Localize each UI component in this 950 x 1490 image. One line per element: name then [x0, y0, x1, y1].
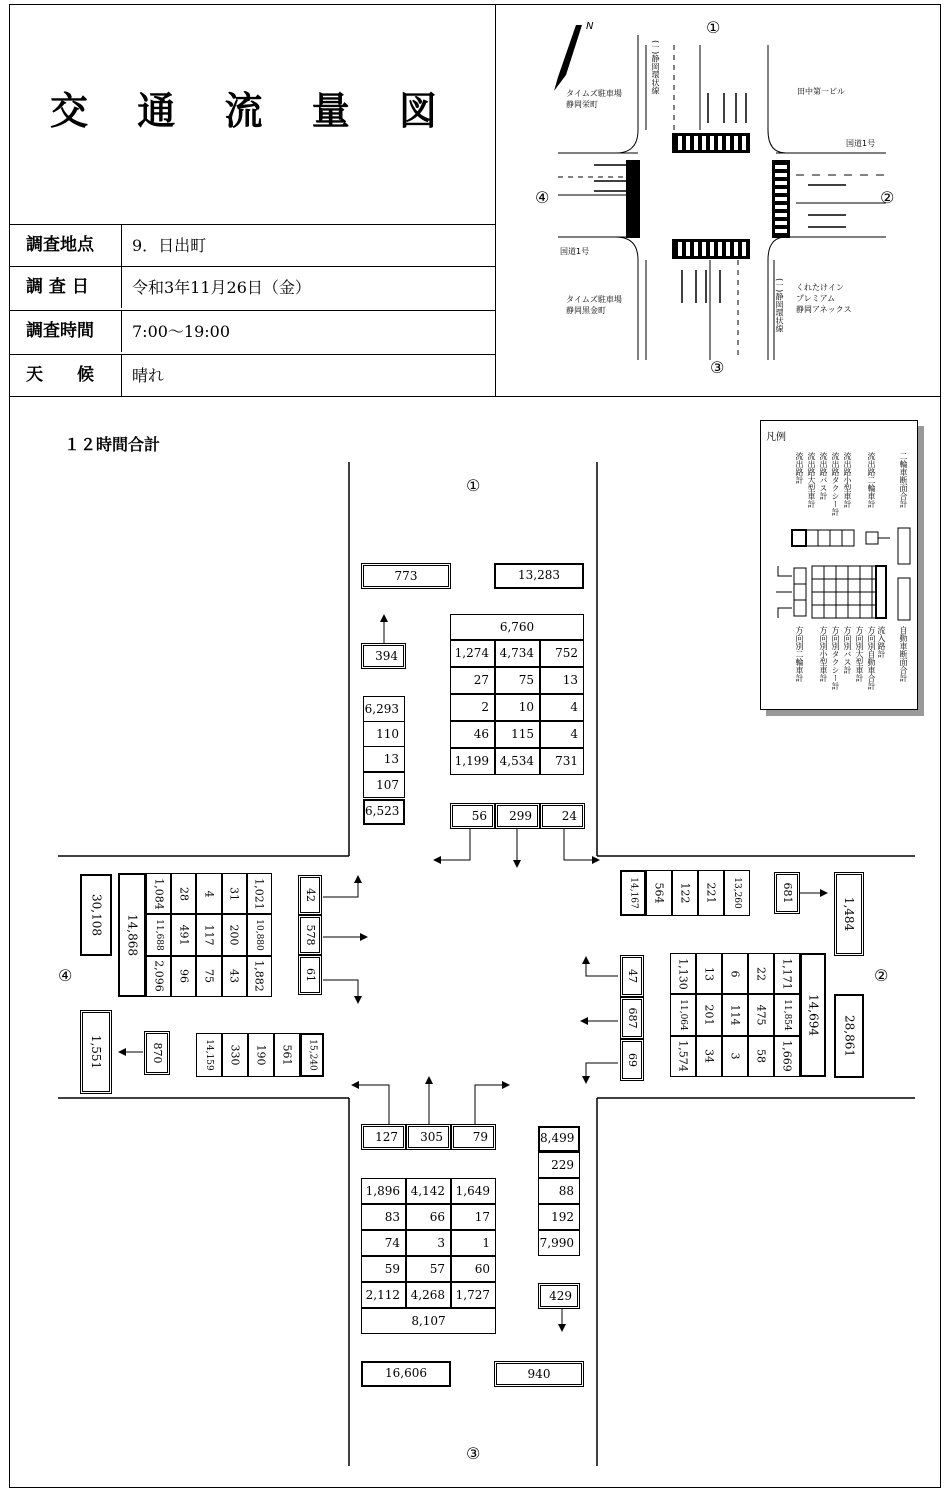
west-grid-cell [247, 956, 272, 997]
west-grid-cell-text: 43 [227, 969, 241, 984]
west-car-section [80, 874, 112, 956]
west-grid-cell-text: 31 [227, 886, 241, 901]
north-moto-out: 394 [361, 643, 406, 669]
west-grid-cell [171, 914, 196, 955]
legend-bottom-label: 方向別小型車計 [819, 626, 828, 682]
weather-value: 晴れ [132, 366, 165, 385]
direction-label-3: ③ [466, 1444, 481, 1463]
west-out-total-text: 15,240 [307, 1039, 318, 1071]
south-moto-out: 429 [538, 1283, 580, 1309]
east-grid-cell-text: 58 [754, 1049, 768, 1064]
east-grid-cell [722, 1036, 748, 1077]
south-inflow-total: 8,107 [361, 1308, 496, 1334]
page-title: 交 通 流 量 図 [50, 89, 455, 133]
west-grid-cell [222, 956, 247, 997]
west-car-section-text: 30,108 [89, 894, 104, 936]
south-grid-cell: 1,896 [361, 1178, 406, 1204]
info-row-location [10, 224, 495, 266]
location-map [496, 5, 940, 395]
south-grid [361, 1178, 496, 1308]
north-car-section: 13,283 [494, 563, 584, 589]
east-grid-cell-text: 1,171 [780, 957, 794, 990]
north-n-label: N [586, 21, 594, 32]
east-grid-cell [774, 994, 800, 1035]
south-grid-cell: 2,112 [361, 1282, 406, 1308]
west-grid-cell [196, 873, 221, 914]
west-inflow-total [118, 873, 146, 997]
south-grid-cell: 60 [451, 1256, 496, 1282]
east-out-cell-text: 564 [652, 882, 666, 904]
east-grid-cell [748, 994, 774, 1035]
south-grid-cell: 66 [406, 1204, 451, 1230]
time-label: 調査時間 [10, 311, 122, 352]
north-grid-cell: 27 [450, 667, 495, 694]
east-out-cell [672, 870, 698, 916]
east-out-total [620, 870, 646, 916]
west-grid-cell-text: 1,882 [252, 960, 266, 992]
info-row-weather [10, 354, 495, 396]
legend-top-label: 流出路バス計 [819, 452, 828, 500]
west-grid-cell-text: 75 [202, 969, 216, 984]
west-grid-cell-text: 10,880 [254, 919, 265, 951]
east-grid-cell-text: 11,854 [782, 999, 792, 1031]
east-moto-dir-text: 69 [626, 1053, 639, 1067]
map-route-left: 国道1号 [560, 247, 590, 256]
west-grid-cell [247, 873, 272, 914]
west-grid [146, 873, 272, 997]
west-out-total [300, 1033, 324, 1077]
north-out-total: 6,523 [363, 799, 405, 825]
west-out-cell [222, 1033, 248, 1077]
info-row-date [10, 266, 495, 308]
north-moto-section: 773 [361, 563, 451, 589]
east-moto-section-text: 1,484 [842, 896, 856, 932]
north-inflow-total: 6,760 [450, 614, 584, 640]
north-moto-dir-straight: 299 [495, 803, 540, 829]
legend-bottom-label: 自動車断面合計 [899, 626, 908, 682]
north-out-cell: 6,293 [363, 696, 405, 722]
north-out-cell: 110 [363, 721, 405, 747]
north-grid-cell: 46 [450, 721, 495, 748]
east-inflow-total [800, 953, 826, 1077]
west-grid-cell-text: 4 [202, 890, 216, 898]
south-grid-cell: 4,142 [406, 1178, 451, 1204]
legend-top-label: 流出路小型車計 [843, 452, 852, 508]
west-out-cell [248, 1033, 274, 1077]
east-grid-cell-text: 1,669 [780, 1040, 794, 1072]
south-grid-cell: 17 [451, 1204, 496, 1230]
north-grid-cell: 4 [540, 721, 584, 748]
west-grid-cell-text: 96 [177, 969, 191, 984]
north-grid-cell: 1,274 [450, 640, 495, 667]
east-grid-cell [722, 994, 748, 1035]
south-grid-cell: 59 [361, 1256, 406, 1282]
west-grid-cell-text: 2,096 [152, 960, 166, 992]
south-grid-cell: 1 [451, 1230, 496, 1256]
legend-diagram [760, 420, 918, 710]
west-grid-cell [146, 873, 171, 914]
time-value: 7:00～19:00 [132, 322, 231, 341]
legend-top-label: 流出路大型車計 [807, 452, 816, 508]
legend-bottom-label: 方向別タクシー計 [831, 626, 840, 690]
east-moto-out-text: 681 [781, 882, 794, 904]
north-grid-cell: 75 [495, 667, 540, 694]
west-out-cell-text: 330 [228, 1044, 242, 1066]
east-car-section [834, 994, 864, 1078]
east-out-cell-text: 221 [704, 882, 718, 904]
south-moto-section: 940 [494, 1361, 584, 1387]
west-moto-dir-left [298, 875, 322, 915]
east-grid-cell [722, 953, 748, 994]
west-moto-out [144, 1031, 170, 1075]
east-grid-cell-text: 11,064 [678, 999, 688, 1031]
east-moto-dir-right [620, 955, 644, 997]
south-out-cell: 192 [538, 1204, 580, 1230]
legend-bottom-label: 方向別バス計 [843, 626, 852, 674]
east-grid [670, 953, 800, 1077]
east-out-cell [698, 870, 724, 916]
west-grid-cell [222, 914, 247, 955]
north-out-cell: 107 [363, 772, 405, 798]
south-grid-cell: 3 [406, 1230, 451, 1256]
map-landmark-br: くれたけイン プレミアム 静岡アネックス [796, 283, 852, 314]
east-out-cell-text: 122 [678, 882, 692, 904]
north-grid-cell: 10 [495, 694, 540, 721]
map-road-ring-bottom: (一)静岡環状線 [775, 278, 784, 333]
legend-top-label: 流出路二輪車計 [867, 452, 876, 508]
south-moto-dir-left: 127 [361, 1124, 406, 1150]
section-title: １２時間合計 [64, 435, 161, 454]
west-moto-dir-text: 578 [304, 924, 317, 946]
east-grid-cell-text: 34 [702, 1049, 716, 1064]
west-moto-section [80, 1010, 112, 1094]
south-out-total: 8,499 [538, 1126, 580, 1152]
east-grid-cell-text: 1,130 [676, 957, 690, 990]
north-grid-cell: 1,199 [450, 748, 495, 775]
west-grid-cell [247, 914, 272, 955]
map-road-ring-top: (一)静岡環状線 [651, 40, 660, 95]
east-grid-cell [696, 1036, 722, 1077]
south-out-cell: 229 [538, 1152, 580, 1178]
west-grid-cell-text: 28 [177, 886, 191, 901]
date-value: 令和3年11月26日（金） [132, 278, 311, 297]
east-grid-cell [696, 953, 722, 994]
map-label-2: ② [880, 188, 895, 207]
west-out-cell-text: 14,159 [204, 1039, 214, 1071]
west-grid-cell [171, 873, 196, 914]
east-grid-cell-text: 6 [728, 970, 742, 978]
south-grid-cell: 74 [361, 1230, 406, 1256]
south-grid-cell: 57 [406, 1256, 451, 1282]
east-grid-cell-text: 1,574 [676, 1040, 690, 1072]
east-grid-cell-text: 114 [728, 1004, 742, 1026]
west-moto-dir-right [298, 955, 322, 995]
east-grid-cell-text: 13 [702, 966, 716, 981]
legend-bottom-label: 方向別二輪車計 [795, 626, 804, 682]
east-moto-dir-text: 47 [626, 969, 639, 983]
west-grid-cell [222, 873, 247, 914]
north-grid-cell: 13 [540, 667, 584, 694]
south-grid-cell: 1,727 [451, 1282, 496, 1308]
legend-bottom-label: 方向別大型車計 [855, 626, 864, 682]
map-landmark-bl: タイムズ駐車場 静岡黒金町 [566, 295, 622, 315]
east-moto-section [834, 872, 864, 956]
south-out-cell: 88 [538, 1178, 580, 1204]
east-grid-cell [774, 1036, 800, 1077]
west-grid-cell [196, 956, 221, 997]
north-grid-cell: 4 [540, 694, 584, 721]
east-out-cell [646, 870, 672, 916]
location-label: 調査地点 [10, 225, 122, 266]
east-grid-cell-text: 3 [728, 1052, 742, 1060]
date-label: 調 査 日 [10, 267, 122, 308]
north-grid-cell: 752 [540, 640, 584, 667]
west-grid-cell-text: 117 [202, 924, 216, 946]
west-grid-cell [196, 914, 221, 955]
north-grid-cell: 4,534 [495, 748, 540, 775]
west-grid-cell-text: 1,084 [152, 877, 166, 910]
north-grid-cell: 2 [450, 694, 495, 721]
east-moto-dir-left [620, 1039, 644, 1081]
north-moto-dir-left: 56 [450, 803, 495, 829]
east-car-section-text: 28,861 [842, 1015, 857, 1057]
map-route-right: 国道1号 [846, 139, 876, 148]
north-grid-cell: 731 [540, 748, 584, 775]
east-grid-cell-text: 201 [702, 1004, 716, 1026]
header-divider-h [9, 396, 941, 397]
west-out-cell [196, 1033, 222, 1077]
west-out-cell-text: 561 [280, 1044, 294, 1066]
south-grid-cell: 4,268 [406, 1282, 451, 1308]
legend-bottom-label: 方向別自動車合計 [867, 626, 876, 690]
west-moto-section-text: 1,551 [89, 1034, 103, 1070]
west-grid-cell-text: 1,021 [252, 877, 266, 910]
west-inflow-total-text: 14,868 [125, 914, 140, 956]
west-moto-dir-straight [298, 915, 322, 955]
west-out-cell [274, 1033, 300, 1077]
west-grid-cell [171, 956, 196, 997]
east-moto-dir-straight [620, 997, 644, 1039]
map-label-4: ④ [535, 188, 550, 207]
north-grid-cell: 115 [495, 721, 540, 748]
east-out-total-text: 14,167 [628, 877, 639, 909]
east-grid-cell-text: 475 [754, 1004, 768, 1026]
legend-top-label: 流出路タクシー計 [831, 452, 840, 516]
east-moto-dir-text: 687 [626, 1007, 639, 1029]
south-moto-dir-straight: 305 [406, 1124, 451, 1150]
south-moto-dir-right: 79 [451, 1124, 496, 1150]
legend-top-label: 流出路計 [795, 452, 804, 484]
map-label-1: ① [706, 18, 721, 37]
west-grid-cell-text: 491 [177, 924, 191, 946]
info-row-time [10, 310, 495, 352]
legend-bottom-label: 流入路計 [877, 626, 886, 658]
east-grid-cell-text: 22 [754, 966, 768, 981]
east-moto-out [774, 872, 800, 914]
west-out-cell-text: 190 [254, 1044, 268, 1066]
weather-label: 天 候 [10, 355, 122, 396]
east-grid-cell [774, 953, 800, 994]
south-grid-cell: 1,649 [451, 1178, 496, 1204]
west-grid-cell [146, 914, 171, 955]
west-grid-cell-text: 11,688 [153, 919, 164, 951]
direction-label-2: ② [874, 966, 889, 985]
north-grid-cell: 4,734 [495, 640, 540, 667]
map-landmark-tr: 田中第一ビル [797, 87, 845, 96]
east-grid-cell [670, 953, 696, 994]
west-moto-out-text: 870 [151, 1042, 164, 1064]
east-grid-cell [670, 994, 696, 1035]
east-inflow-total-text: 14,694 [806, 994, 821, 1036]
east-out-cell [724, 870, 750, 916]
east-grid-cell [696, 994, 722, 1035]
north-out-cell: 13 [363, 746, 405, 772]
map-label-3: ③ [710, 358, 725, 377]
west-moto-dir-text: 61 [304, 968, 317, 982]
east-grid-cell [670, 1036, 696, 1077]
north-moto-dir-right: 24 [540, 803, 585, 829]
direction-label-1: ① [466, 476, 481, 495]
west-grid-cell-text: 200 [227, 924, 241, 946]
east-grid-cell [748, 953, 774, 994]
south-out-cell: 7,990 [538, 1230, 580, 1256]
east-grid-cell [748, 1036, 774, 1077]
west-grid-cell [146, 956, 171, 997]
south-car-section: 16,606 [361, 1361, 451, 1387]
legend-top-label: 二輪車断面合計 [899, 452, 908, 508]
west-moto-dir-text: 42 [304, 888, 317, 902]
location-value: 9．日出町 [132, 236, 207, 255]
direction-label-4: ④ [58, 966, 73, 985]
south-grid-cell: 83 [361, 1204, 406, 1230]
map-landmark-tl: タイムズ駐車場 静岡栄町 [566, 89, 622, 109]
east-out-cell-text: 13,260 [732, 877, 742, 909]
north-grid [450, 640, 584, 775]
legend-title: 凡例 [766, 432, 786, 443]
